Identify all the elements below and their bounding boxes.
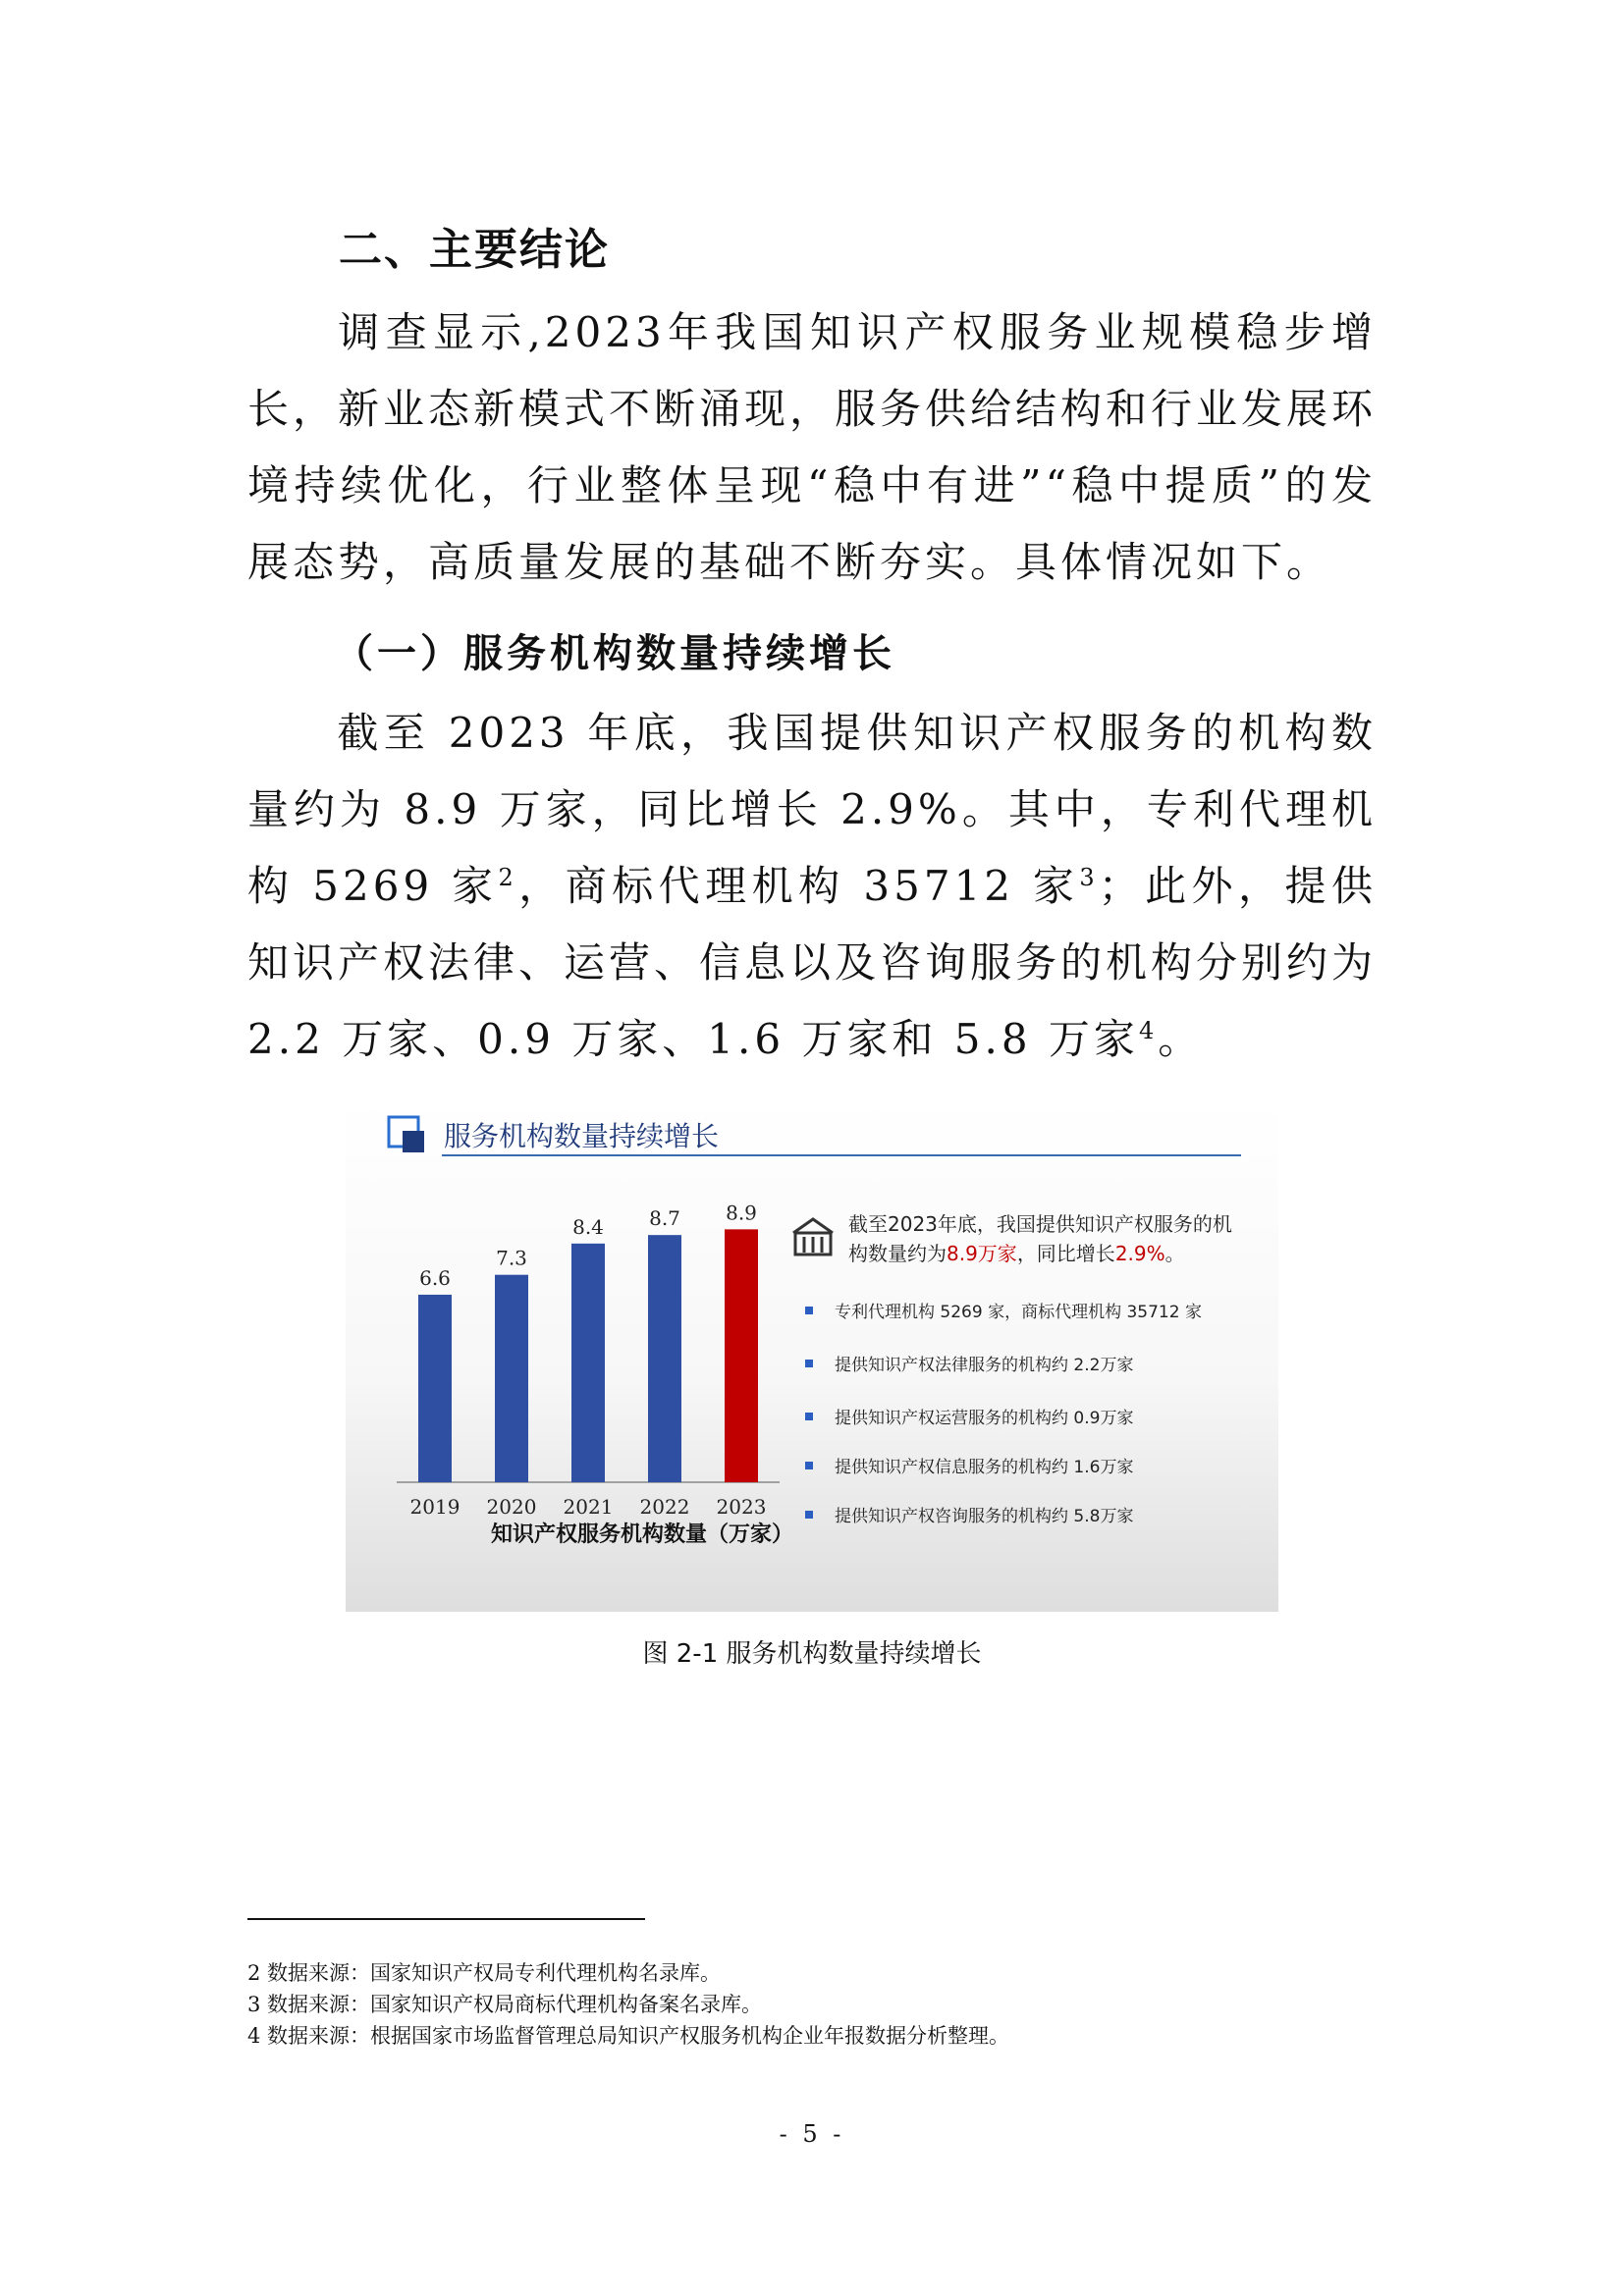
bar-2021 — [571, 1244, 605, 1482]
figure-panel — [346, 1099, 1278, 1612]
data-label-2022: 8.7 — [649, 1206, 680, 1231]
bullet-item — [805, 1453, 1133, 1477]
bullet-item — [805, 1502, 1133, 1526]
footnote-ref-2[interactable]: 2 — [498, 864, 517, 891]
bullet-text: 提供知识产权信息服务的机构约 1.6万家 — [835, 1458, 1134, 1477]
page-number: - 5 - — [779, 2120, 845, 2148]
x-tick-2021: 2021 — [563, 1495, 614, 1519]
footnotes — [247, 1957, 1009, 2052]
figure-title: 服务机构数量持续增长 — [444, 1120, 720, 1152]
bullet-item — [805, 1404, 1133, 1428]
x-tick-2023: 2023 — [716, 1495, 767, 1519]
x-tick-2020: 2020 — [486, 1495, 537, 1519]
summary-part: ，同比增长 — [1016, 1242, 1115, 1265]
summary-part: 截至2023年底，我国提供知识产权服务的机构数量约为 — [848, 1212, 1232, 1265]
subsection-heading: （一）服务机构数量持续增长 — [334, 631, 895, 676]
bar-2022 — [648, 1235, 681, 1482]
summary-text — [848, 1209, 1241, 1268]
bullet-square-icon — [805, 1307, 813, 1314]
bullet-square-icon — [805, 1511, 813, 1519]
data-label-2019: 6.6 — [419, 1265, 451, 1290]
intro-text: 调查显示,2023年我国知识产权服务业规模稳步增长，新业态新模式不断涌现，服务供给结构和行业发展环境持续优化，行业整体呈现“稳中有进”“稳中提质”的发展态势，高质量发展的基础不断夯实。具体情况如下。 — [247, 308, 1378, 586]
intro-paragraph — [247, 294, 1377, 601]
data-label-2023: 8.9 — [726, 1201, 757, 1225]
bullet-item — [805, 1351, 1133, 1375]
body-text-3: ；此外，提供知识产权法律、运营、信息以及咨询服务的机构分别约为 2.2 万家、0.9 万家、1.6 万家和 5.8 万家 — [247, 862, 1378, 1063]
bullet-text: 提供知识产权法律服务的机构约 2.2万家 — [835, 1356, 1134, 1375]
data-label-2021: 8.4 — [572, 1214, 604, 1239]
footnote-ref-4[interactable]: 4 — [1138, 1017, 1159, 1044]
x-axis-title: 知识产权服务机构数量（万家） — [491, 1522, 794, 1547]
bullet-text: 提供知识产权运营服务的机构约 0.9万家 — [835, 1409, 1134, 1428]
body-paragraph — [247, 695, 1377, 1078]
body-text-2: ，商标代理机构 35712 家 — [516, 862, 1080, 910]
summary-highlight-growth: 2.9% — [1114, 1242, 1165, 1265]
bullet-square-icon — [805, 1413, 813, 1420]
bullet-text: 提供知识产权咨询服务的机构约 5.8万家 — [835, 1507, 1134, 1526]
data-label-2020: 7.3 — [496, 1246, 527, 1270]
footnote-separator — [247, 1918, 645, 1920]
x-tick-2019: 2019 — [409, 1495, 460, 1519]
body-text-1: 截至 2023 年底，我国提供知识产权服务的机构数量约为 8.9 万家，同比增长 2.9%。其中，专利代理机构 5269 家 — [247, 709, 1377, 910]
section-heading: 二、主要结论 — [339, 225, 610, 275]
body-text-4: 。 — [1158, 1015, 1204, 1063]
footnote-3: 3 数据来源：国家知识产权局商标代理机构备案名录库。 — [247, 1993, 763, 2016]
footnote-ref-3[interactable]: 3 — [1079, 864, 1099, 891]
bullet-square-icon — [805, 1360, 813, 1367]
footnote-4: 4 数据来源：根据国家市场监督管理总局知识产权服务机构企业年报数据分析整理。 — [247, 2024, 1010, 2048]
bar-2023 — [725, 1229, 758, 1482]
x-tick-2022: 2022 — [639, 1495, 690, 1519]
summary-highlight-count: 8.9万家 — [947, 1242, 1017, 1265]
figure-caption: 图 2-1 服务机构数量持续增长 — [642, 1639, 982, 1669]
bullet-text: 专利代理机构 5269 家，商标代理机构 35712 家 — [835, 1303, 1202, 1322]
bullet-square-icon — [805, 1462, 813, 1469]
summary-part: 。 — [1164, 1242, 1185, 1265]
bullet-item — [805, 1298, 1202, 1322]
bar-2020 — [495, 1275, 528, 1482]
footnote-2: 2 数据来源：国家知识产权局专利代理机构名录库。 — [247, 1961, 722, 1985]
bar-2019 — [418, 1295, 452, 1482]
building-icon — [789, 1213, 837, 1260]
